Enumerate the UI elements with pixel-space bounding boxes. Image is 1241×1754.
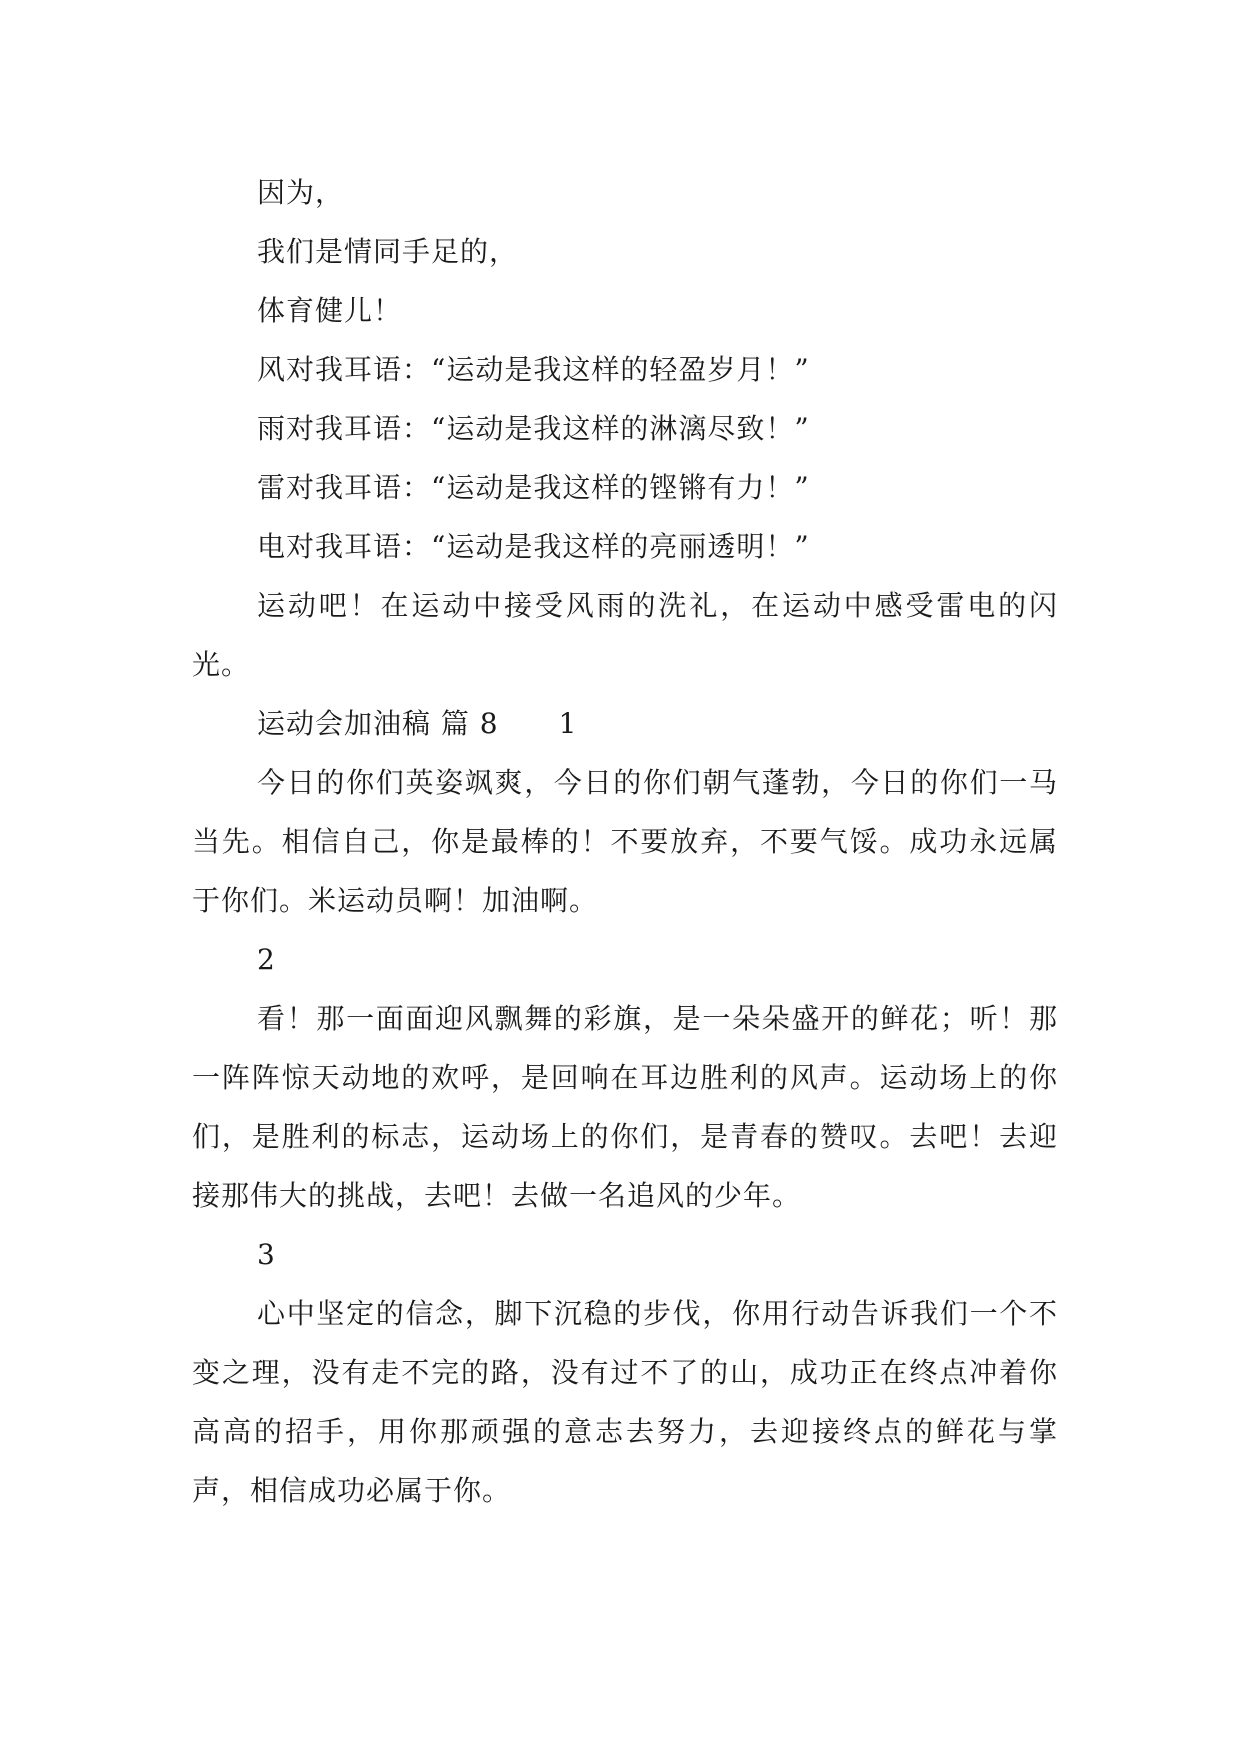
poem-line: 因为， — [257, 176, 345, 209]
paragraph-3: 心中坚定的信念，脚下沉稳的步伐，你用行动告诉我们一个不变之理，没有走不完的路，没有过不了的山，成功正在终点冲着你高高的招手，用你那顽强的意志去努力，去迎接终点的鲜花与掌声，相信成功必属于你。 — [192, 1297, 1058, 1507]
poem-line: 风对我耳语：“运动是我这样的轻盈岁月！” — [257, 353, 810, 386]
poem-line: 雨对我耳语：“运动是我这样的淋漓尽致！” — [257, 412, 810, 445]
document-body — [192, 163, 1058, 1520]
poem-line: 体育健儿！ — [257, 294, 403, 327]
poem-line: 我们是情同手足的， — [257, 235, 519, 268]
closing-paragraph: 运动吧！在运动中接受风雨的洗礼，在运动中感受雷电的闪光。 — [192, 589, 1058, 681]
item-number-3: 3 — [257, 1238, 276, 1271]
poem-line: 雷对我耳语：“运动是我这样的铿锵有力！” — [257, 471, 810, 504]
section-heading-title: 运动会加油稿 篇 8 — [257, 707, 499, 740]
paragraph-1: 今日的你们英姿飒爽，今日的你们朝气蓬勃，今日的你们一马当先。相信自己，你是最棒的！不要放弃，不要气馁。成功永远属于你们。米运动员啊！加油啊。 — [192, 766, 1058, 917]
section-heading-number: 1 — [558, 707, 578, 740]
item-number-2: 2 — [257, 943, 276, 976]
poem-line: 电对我耳语：“运动是我这样的亮丽透明！” — [257, 530, 810, 563]
paragraph-2: 看！那一面面迎风飘舞的彩旗，是一朵朵盛开的鲜花；听！那一阵阵惊天动地的欢呼，是回响在耳边胜利的风声。运动场上的你们，是胜利的标志，运动场上的你们，是青春的赞叹。去吧！去迎接那伟大的挑战，去吧！去做一名追风的少年。 — [192, 1002, 1058, 1212]
section-heading — [192, 694, 1058, 753]
